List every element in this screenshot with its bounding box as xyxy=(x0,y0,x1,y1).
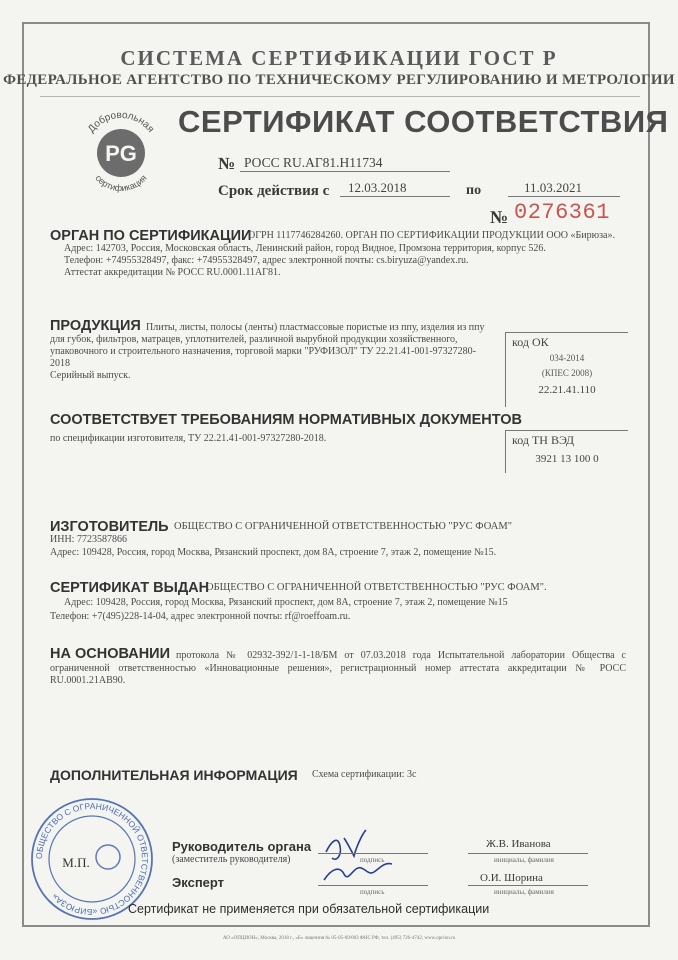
number-label: № xyxy=(218,154,236,173)
organ-contact: Телефон: +74955328497, факс: +74955328497, адрес электронной почты: cs.biryuza@yandex.ru. xyxy=(64,255,469,266)
serial-number: 0276361 xyxy=(514,200,610,225)
valid-to: 11.03.2021 xyxy=(524,180,583,195)
expert-signature-line xyxy=(318,885,428,886)
manufacturer-inn: ИНН: 7723587866 xyxy=(50,534,127,545)
expert-label: Эксперт xyxy=(172,875,225,890)
organ-address: Адрес: 142703, Россия, Московская область, Ленинский район, город Видное, Промзона территория, корпус 526. xyxy=(64,243,546,254)
okp-heading: код ОК xyxy=(512,335,549,349)
valid-from-underline xyxy=(340,196,450,197)
expert-sign-hint: подпись xyxy=(360,888,385,896)
tnved-code-box xyxy=(505,430,628,473)
valid-to-underline xyxy=(508,196,620,197)
valid-to-label: по xyxy=(466,183,482,198)
head-name-hint: инициалы, фамилия xyxy=(494,856,554,864)
conformity-text: по спецификации изготовителя, ТУ 22.21.41-001-97327280-2018. xyxy=(50,433,327,444)
footer-notice: Сертификат не применяется при обязательной сертификации xyxy=(128,902,490,916)
head-signature-line xyxy=(318,853,428,854)
logo-top-text: Добровольная xyxy=(85,109,157,135)
issued-contact: Телефон: +7(495)228-14-04, адрес электронной почты: rf@roeffoam.ru. xyxy=(50,611,351,622)
valid-label: Срок действия с xyxy=(218,183,330,199)
logo-bottom-text: сертификация xyxy=(93,172,149,194)
print-info: АО «ОПЦИОН», Москва, 2018 г., «Б» лицензия № 05-05-09/003 ФНС РФ, тел. (495) 726-4742, www.opcion.ru xyxy=(222,936,456,941)
tnved-code: 3921 13 100 0 xyxy=(535,453,599,465)
expert-name-hint: инициалы, фамилия xyxy=(494,888,554,896)
stamp-ring-text: ОБЩЕСТВО С ОГРАНИЧЕННОЙ ОТВЕТСТВЕННОСТЬЮ «БИРЮЗА» xyxy=(33,800,151,918)
head-name-line xyxy=(468,853,588,854)
okp-classifier: 034-2014 xyxy=(549,353,585,363)
svg-text:ОБЩЕСТВО С ОГРАНИЧЕННОЙ ОТВЕТС xyxy=(34,801,150,917)
basis-heading: НА ОСНОВАНИИ xyxy=(50,646,171,662)
product-description: Плиты, листы, полосы (ленты) пластмассовые пористые из ппу, изделия из ппу для губок, фильтров, матрацев, уплотнителей, различной вырубной продукции хозяйственного, упаковочного и строительного назначения, торговой марки "РУФИЗОЛ" ТУ 22.21.41-001-97327280-2018 xyxy=(50,322,485,369)
valid-from: 12.03.2018 xyxy=(348,180,407,195)
head-sign-hint: подпись xyxy=(360,856,385,864)
issued-to-name: ОБЩЕСТВО С ОГРАНИЧЕННОЙ ОТВЕТСТВЕННОСТЬЮ "РУС ФОАМ". xyxy=(206,582,547,593)
logo-mark: PG xyxy=(105,141,137,166)
basis-text: протокола № 02932-392/1-1-18/БМ от 07.03.2018 года Испытательной лаборатории Общества с ограниченной ответственностью «Инновационные решения», регистрационный номер аттестата аккредитации № РОСС RU.0001.21AB90. xyxy=(50,650,626,686)
certification-scheme: Схема сертификации: 3с xyxy=(312,769,417,780)
manufacturer-address: Адрес: 109428, Россия, город Москва, Рязанский проспект, дом 8А, строение 7, этаж 2, помещение №15. xyxy=(50,547,497,558)
organ-head: ОГРН 1117746284260. ОРГАН ПО СЕРТИФИКАЦИИ ПРОДУКЦИИ ООО «Бирюза». xyxy=(248,230,615,241)
serial-label: № xyxy=(490,207,509,227)
head-label: Руководитель органа xyxy=(172,839,312,854)
expert-name-line xyxy=(468,885,588,886)
head-name: Ж.В. Иванова xyxy=(486,838,551,850)
voluntary-certification-logo xyxy=(76,108,166,198)
number-underline xyxy=(240,171,450,172)
agency-name: ФЕДЕРАЛЬНОЕ АГЕНТСТВО ПО ТЕХНИЧЕСКОМУ РЕГУЛИРОВАНИЮ И МЕТРОЛОГИИ xyxy=(3,72,675,88)
organ-accreditation: Аттестат аккредитации № РОСС RU.0001.11АГ81. xyxy=(64,267,281,278)
system-title: СИСТЕМА СЕРТИФИКАЦИИ ГОСТ Р xyxy=(120,46,558,70)
deputy-label: (заместитель руководителя) xyxy=(172,854,291,865)
conformity-heading: СООТВЕТСТВУЕТ ТРЕБОВАНИЯМ НОРМАТИВНЫХ ДОКУМЕНТОВ xyxy=(50,412,523,428)
tnved-heading: код ТН ВЭД xyxy=(512,433,575,447)
stamp-mp: М.П. xyxy=(62,855,90,870)
certificate-title: СЕРТИФИКАТ СООТВЕТСТВИЯ xyxy=(178,104,669,139)
expert-name: О.И. Шорина xyxy=(480,872,543,884)
okp-code-box xyxy=(505,332,628,407)
certificate-number: РОСС RU.АГ81.Н11734 xyxy=(244,155,383,170)
organ-heading: ОРГАН ПО СЕРТИФИКАЦИИ xyxy=(50,228,252,244)
okp-kpes: (КПЕС 2008) xyxy=(541,368,593,378)
additional-info-heading: ДОПОЛНИТЕЛЬНАЯ ИНФОРМАЦИЯ xyxy=(50,767,298,783)
issued-address: Адрес: 109428, Россия, город Москва, Рязанский проспект, дом 8А, строение 7, этаж 2, помещение №15 xyxy=(64,597,508,608)
product-serial: Серийный выпуск. xyxy=(50,370,131,381)
manufacturer-name: ОБЩЕСТВО С ОГРАНИЧЕННОЙ ОТВЕТСТВЕННОСТЬЮ "РУС ФОАМ" xyxy=(174,521,512,532)
issued-heading: СЕРТИФИКАТ ВЫДАН xyxy=(50,580,210,596)
header-divider xyxy=(40,96,640,97)
okp-code: 22.21.41.110 xyxy=(538,384,596,396)
product-heading: ПРОДУКЦИЯ xyxy=(50,318,141,334)
manufacturer-heading: ИЗГОТОВИТЕЛЬ xyxy=(50,519,169,535)
